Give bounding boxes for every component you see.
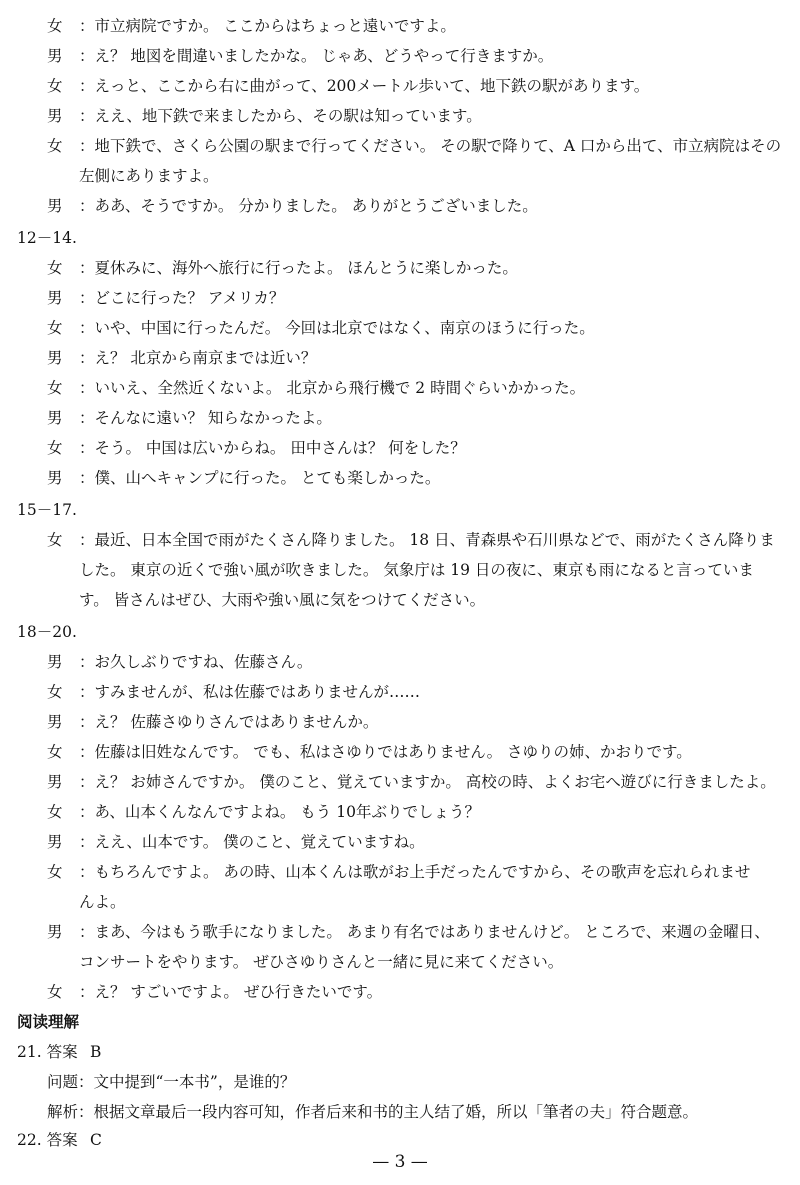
- speaker-label: 女: [47, 531, 63, 549]
- section-number-15-17: 15－17.: [17, 501, 77, 519]
- speaker-label: 女: [47, 319, 63, 337]
- dialogue-text: ：え？ お姉さんですか。 僕のこと、覚えていますか。 高校の時、よくお宅へ遊びに行きましたよ。: [79, 773, 776, 791]
- speaker-label: 男: [47, 653, 63, 671]
- speaker-label: 男: [47, 47, 63, 65]
- speaker-label: 女: [47, 983, 63, 1001]
- dialogue-text: ：僕、山へキャンプに行った。 とても楽しかった。: [79, 469, 441, 487]
- dialogue-text: ：最近、日本全国で雨がたくさん降りました。 18 日、青森県や石川県などで、雨がたくさん降りま: [79, 531, 775, 549]
- dialogue-text: ：そんなに遠い？ 知らなかったよ。: [79, 409, 332, 427]
- dialogue-text: ：いいえ、全然近くないよ。 北京から飛行機で 2 時間ぐらいかかった。: [79, 379, 586, 397]
- speaker-label: 男: [47, 289, 63, 307]
- section-number-18-20: 18－20.: [17, 623, 77, 641]
- page-number: — 3 —: [372, 1152, 428, 1172]
- dialogue-text: ：市立病院ですか。 ここからはちょっと遠いですよ。: [79, 17, 456, 35]
- speaker-label: 女: [47, 137, 63, 155]
- dialogue-text: ：夏休みに、海外へ旅行に行ったよ。 ほんとうに楽しかった。: [79, 259, 518, 277]
- dialogue-text: ：え？ 地図を間違いましたかな。 じゃあ、どうやって行きますか。: [79, 47, 554, 65]
- dialogue-text: ：もちろんですよ。 あの時、山本くんは歌がお上手だったんですから、その歌声を忘れられませ: [79, 863, 751, 881]
- answer-value: C: [90, 1131, 102, 1149]
- dialogue-text: ：まあ、今はもう歌手になりました。 あまり有名ではありませんけど。 ところで、来週の金曜日、: [79, 923, 770, 941]
- speaker-label: 男: [47, 713, 63, 731]
- reading-heading: 阅读理解: [17, 1012, 80, 1031]
- speaker-label: 男: [47, 833, 63, 851]
- answer-label: 21. 答案: [17, 1043, 78, 1061]
- speaker-label: 女: [47, 17, 63, 35]
- question-text: 问题：文中提到“一本书”，是谁的？: [47, 1073, 296, 1091]
- dialogue-text: す。 皆さんはぜひ、大雨や強い風に気をつけてください。: [79, 591, 486, 609]
- dialogue-text: ：お久しぶりですね、佐藤さん。: [79, 653, 313, 671]
- speaker-label: 女: [47, 379, 63, 397]
- speaker-label: 男: [47, 923, 63, 941]
- dialogue-text: ：え？ 北京から南京までは近い？: [79, 349, 317, 367]
- speaker-label: 男: [47, 349, 63, 367]
- dialogue-text: んよ。: [79, 893, 126, 911]
- speaker-label: 男: [47, 197, 63, 215]
- dialogue-text: ：そう。 中国は広いからね。 田中さんは？ 何をした？: [79, 439, 466, 457]
- speaker-label: 女: [47, 77, 63, 95]
- speaker-label: 男: [47, 469, 63, 487]
- dialogue-text: コンサートをやります。 ぜひさゆりさんと一緒に見に来てください。: [79, 953, 564, 971]
- dialogue-text: ：え？ 佐藤さゆりさんではありませんか。: [79, 713, 379, 731]
- dialogue-text: ：地下鉄で、さくら公園の駅まで行ってください。 その駅で降りて、A 口から出て、市立病院はその: [79, 137, 782, 155]
- speaker-label: 女: [47, 259, 63, 277]
- analysis-text: 解析：根据文章最后一段内容可知，作者后来和书的主人结了婚，所以「筆者の夫」符合题意。: [47, 1103, 699, 1121]
- dialogue-text: ：あ、山本くんなんですよね。 もう 10年ぶりでしょう？: [79, 803, 480, 821]
- speaker-label: 男: [47, 107, 63, 125]
- dialogue-text: ：ああ、そうですか。 分かりました。 ありがとうございました。: [79, 197, 538, 215]
- dialogue-text: 左側にありますよ。: [79, 167, 219, 185]
- dialogue-text: ：佐藤は旧姓なんです。 でも、私はさゆりではありません。 さゆりの姉、かおりです。: [79, 743, 692, 761]
- speaker-label: 男: [47, 773, 63, 791]
- dialogue-text: ：えっと、ここから右に曲がって、200メートル歩いて、地下鉄の駅があります。: [79, 77, 650, 95]
- dialogue-text: ：いや、中国に行ったんだ。 今回は北京ではなく、南京のほうに行った。: [79, 319, 595, 337]
- answer-label: 22. 答案: [17, 1131, 78, 1149]
- dialogue-text: ：ええ、山本です。 僕のこと、覚えていますね。: [79, 833, 425, 851]
- dialogue-text: ：すみませんが、私は佐藤ではありませんが……: [79, 683, 421, 701]
- speaker-label: 女: [47, 439, 63, 457]
- speaker-label: 女: [47, 743, 63, 761]
- speaker-label: 女: [47, 803, 63, 821]
- dialogue-text: ：え？ すごいですよ。 ぜひ行きたいです。: [79, 983, 383, 1001]
- dialogue-text: ：どこに行った？ アメリカ？: [79, 289, 285, 307]
- answer-value: B: [90, 1043, 102, 1061]
- speaker-label: 女: [47, 863, 63, 881]
- dialogue-text: した。 東京の近くで強い風が吹きました。 気象庁は 19 日の夜に、東京も雨になると言っていま: [79, 561, 754, 579]
- speaker-label: 男: [47, 409, 63, 427]
- section-number-12-14: 12－14.: [17, 229, 77, 247]
- speaker-label: 女: [47, 683, 63, 701]
- dialogue-text: ：ええ、地下鉄で来ましたから、その駅は知っています。: [79, 107, 482, 125]
